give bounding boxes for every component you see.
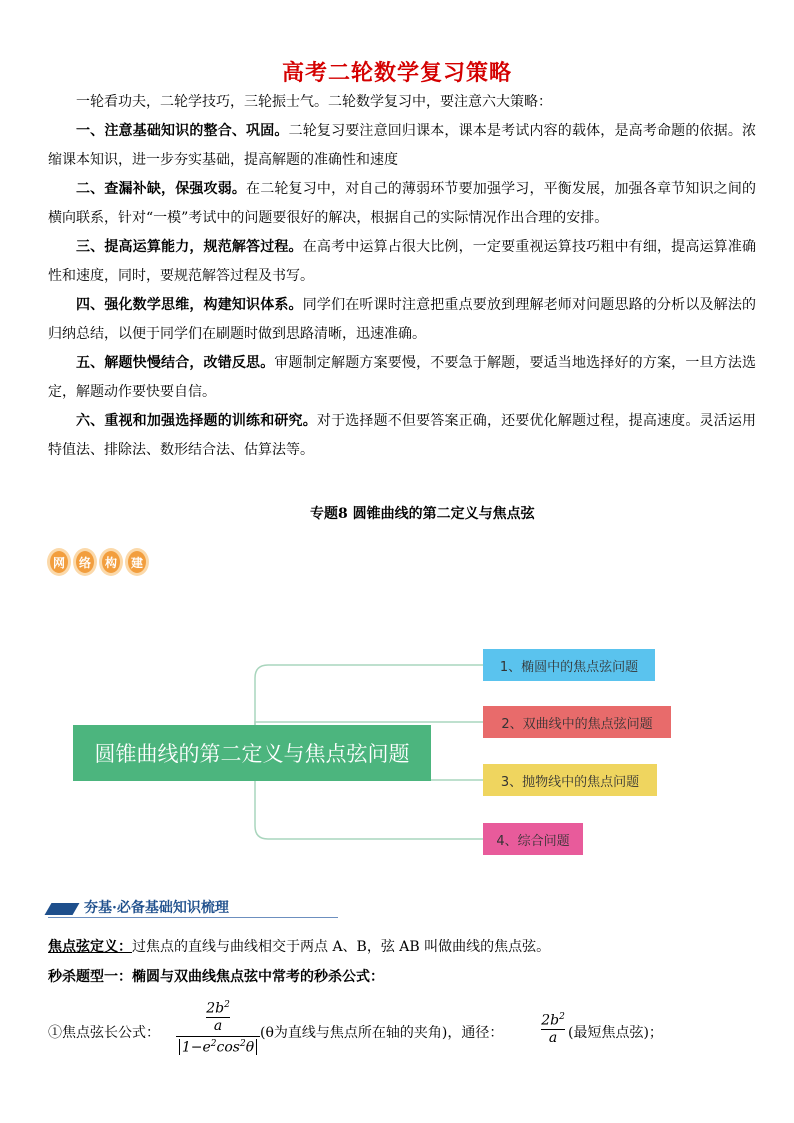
latus-num: 2b bbox=[541, 1012, 560, 1029]
section-underline bbox=[48, 917, 338, 918]
page-title: 高考二轮数学复习策略 bbox=[281, 61, 512, 86]
mindmap-leaf-ellipse: 1、椭圆中的焦点弦问题 bbox=[483, 649, 655, 681]
connector-1 bbox=[255, 665, 483, 725]
badge-char: 构 bbox=[99, 548, 123, 576]
formula-label: ①焦点弦长公式： bbox=[48, 1025, 160, 1041]
strategy-2-body: 在二轮复习中，对自己的薄弱环节要加强学习，平衡发展，加强各章节知识之间的横向联系，针对“一模”考试中的问题要很好的解决，根据自己的实际情况作出合理的安排。 bbox=[48, 181, 757, 226]
formula-num-den: a bbox=[213, 1017, 223, 1034]
strategy-4-body: 同学们在听课时注意把重点要放到理解老师对问题思路的分析以及解法的归纳总结，以便于同学们在刷题时做到思路清晰，迅速准确。 bbox=[48, 297, 757, 342]
formula-cos: cos bbox=[216, 1039, 240, 1056]
strategy-1-body: 二轮复习要注意回归课本，课本是考试内容的载体，是高考命题的依据。浓缩课本知识，进一步夯实基础，提高解题的准确性和速度 bbox=[48, 123, 757, 168]
strategy-1-head: 一、注意基础知识的整合、巩固。 bbox=[76, 123, 289, 139]
focal-chord-formula bbox=[48, 1000, 768, 1070]
topic-title: 专题8 圆锥曲线的第二定义与焦点弦 bbox=[310, 506, 535, 522]
strategy-3-head: 三、提高运算能力，规范解答过程。 bbox=[76, 239, 303, 255]
formula-inner-fraction bbox=[206, 1000, 230, 1034]
strategy-5-body: 审题制定解题方案要慢，不要急于解题，要适当地选择好的方案，一旦方法选定，解题动作要快要自信。 bbox=[48, 355, 757, 400]
strategy-1 bbox=[48, 117, 756, 175]
strategy-6-body: 对于选择题不但要答案正确，还要优化解题过程，提高速度。灵活运用特值法、排除法、数形结合法、估算法等。 bbox=[48, 413, 757, 458]
mindmap-leaf-hyperbola: 2、双曲线中的焦点弦问题 bbox=[483, 706, 671, 738]
strategy-5 bbox=[48, 349, 756, 407]
definition-term: 焦点弦定义： bbox=[48, 939, 132, 955]
strategy-4 bbox=[48, 291, 756, 349]
formula-tail: (最短焦点弦)； bbox=[568, 1025, 663, 1041]
formula-fraction bbox=[176, 1000, 260, 1055]
formula-denominator bbox=[179, 1039, 257, 1056]
strategy-5-head: 五、解题快慢结合，改错反思。 bbox=[76, 355, 275, 371]
strategy-2 bbox=[48, 175, 756, 233]
network-badge bbox=[47, 546, 149, 578]
section-heading bbox=[48, 895, 338, 919]
strategy-3-body: 在高考中运算占很大比例，一定要重视运算技巧粗中有细，提高运算准确性和速度，同时，要规范解答过程及书写。 bbox=[48, 239, 757, 284]
strategy-6 bbox=[48, 407, 756, 465]
badge-char: 网 bbox=[47, 548, 71, 576]
formula-exp: 2 bbox=[210, 1038, 217, 1049]
definition-text: 过焦点的直线与曲线相交于两点 A、B，弦 AB 叫做曲线的焦点弦。 bbox=[132, 939, 551, 955]
formula-num: 2b bbox=[206, 1000, 225, 1017]
strategy-2-head: 二、查漏补缺，保强攻弱。 bbox=[76, 181, 247, 197]
strategy-6-head: 六、重视和加强选择题的训练和研究。 bbox=[76, 413, 317, 429]
section-heading-label: 夯基·必备基础知识梳理 bbox=[84, 900, 229, 916]
mindmap-leaf-parabola: 3、抛物线中的焦点问题 bbox=[483, 764, 657, 796]
formula-exp: 2 bbox=[239, 1038, 246, 1049]
formula-exp: 2 bbox=[224, 1000, 230, 1010]
latus-exp: 2 bbox=[559, 1012, 565, 1022]
intro-paragraph: 一轮看功夫，二轮学技巧，三轮振士气。二轮数学复习中，要注意六大策略： bbox=[76, 94, 552, 110]
strategy-4-head: 四、强化数学思维，构建知识体系。 bbox=[76, 297, 303, 313]
strategy-3 bbox=[48, 233, 756, 291]
definition-line bbox=[48, 936, 550, 956]
formula-theta: θ bbox=[245, 1039, 255, 1056]
section-wedge-icon bbox=[45, 903, 80, 915]
formula-den-part: 1−e bbox=[181, 1039, 211, 1056]
formula-main-bar bbox=[176, 1036, 260, 1037]
latus-fraction bbox=[541, 1012, 565, 1046]
latus-den: a bbox=[548, 1029, 558, 1046]
type1-heading: 秒杀题型一：椭圆与双曲线焦点弦中常考的秒杀公式： bbox=[48, 969, 384, 985]
badge-char: 建 bbox=[125, 548, 149, 576]
connector-4 bbox=[255, 781, 483, 839]
mindmap-leaf-comprehensive: 4、综合问题 bbox=[483, 823, 583, 855]
badge-char: 络 bbox=[73, 548, 97, 576]
formula-note: (θ为直线与焦点所在轴的夹角)，通径： bbox=[260, 1025, 504, 1041]
mindmap-root: 圆锥曲线的第二定义与焦点弦问题 bbox=[73, 725, 431, 781]
